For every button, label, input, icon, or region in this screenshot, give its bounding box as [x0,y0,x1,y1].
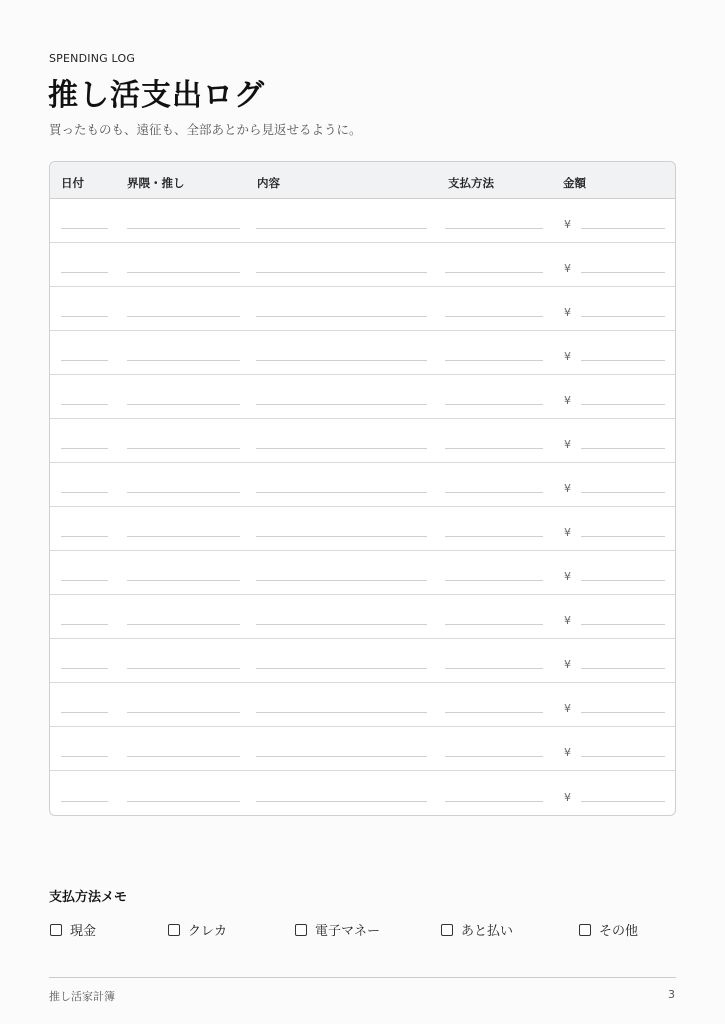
table-row [50,243,675,287]
yen-symbol: ¥ [564,350,571,363]
yen-symbol: ¥ [564,746,571,759]
amount-field[interactable] [581,801,665,802]
payment-memo-heading: 支払方法メモ [49,890,128,905]
amount-field[interactable] [581,580,665,581]
yen-symbol: ¥ [564,306,571,319]
date-field[interactable] [61,492,108,493]
payment-method-field[interactable] [445,668,543,669]
payment-method-field[interactable] [445,272,543,273]
yen-symbol: ¥ [564,438,571,451]
table-body [50,199,675,815]
payment-method-field[interactable] [445,404,543,405]
amount-field[interactable] [581,756,665,757]
option-pay-later[interactable] [441,920,513,939]
description-field[interactable] [256,756,427,757]
table-row [50,375,675,419]
date-field[interactable] [61,624,108,625]
genre-oshi-field[interactable] [127,624,240,625]
table-row [50,419,675,463]
checkbox-icon[interactable] [441,924,453,936]
genre-oshi-field[interactable] [127,272,240,273]
option-credit-card[interactable] [168,920,227,939]
genre-oshi-field[interactable] [127,360,240,361]
payment-method-field[interactable] [445,801,543,802]
genre-oshi-field[interactable] [127,801,240,802]
yen-symbol: ¥ [564,394,571,407]
date-field[interactable] [61,668,108,669]
yen-symbol: ¥ [564,702,571,715]
genre-oshi-field[interactable] [127,756,240,757]
option-label: あと払い [461,924,514,939]
option-label: 電子マネー [315,924,381,939]
yen-symbol: ¥ [564,658,571,671]
option-label: 現金 [70,924,97,939]
date-field[interactable] [61,712,108,713]
table-row [50,199,675,243]
column-header-payment-method: 支払方法 [448,176,494,190]
date-field[interactable] [61,360,108,361]
payment-method-field[interactable] [445,448,543,449]
table-row [50,683,675,727]
checkbox-icon[interactable] [295,924,307,936]
date-field[interactable] [61,448,108,449]
genre-oshi-field[interactable] [127,580,240,581]
genre-oshi-field[interactable] [127,404,240,405]
amount-field[interactable] [581,228,665,229]
yen-symbol: ¥ [564,482,571,495]
amount-field[interactable] [581,316,665,317]
table-row [50,595,675,639]
amount-field[interactable] [581,668,665,669]
payment-method-field[interactable] [445,316,543,317]
table-row [50,287,675,331]
yen-symbol: ¥ [564,791,571,804]
table-row [50,639,675,683]
description-field[interactable] [256,801,427,802]
payment-method-field[interactable] [445,360,543,361]
description-field[interactable] [256,668,427,669]
description-field[interactable] [256,712,427,713]
table-row [50,771,675,815]
checkbox-icon[interactable] [50,924,62,936]
checkbox-icon[interactable] [579,924,591,936]
description-field[interactable] [256,228,427,229]
table-row [50,463,675,507]
checkbox-icon[interactable] [168,924,180,936]
description-field[interactable] [256,448,427,449]
genre-oshi-field[interactable] [127,448,240,449]
yen-symbol: ¥ [564,570,571,583]
page-title: 推し活支出ログ [48,78,265,113]
table-row [50,727,675,771]
amount-field[interactable] [581,536,665,537]
payment-method-field[interactable] [445,492,543,493]
genre-oshi-field[interactable] [127,228,240,229]
column-header-date: 日付 [61,176,84,190]
date-field[interactable] [61,580,108,581]
footer-book-title: 推し活家計簿 [49,990,115,1003]
amount-field[interactable] [581,492,665,493]
payment-method-field[interactable] [445,712,543,713]
description-field[interactable] [256,624,427,625]
date-field[interactable] [61,404,108,405]
yen-symbol: ¥ [564,614,571,627]
genre-oshi-field[interactable] [127,316,240,317]
date-field[interactable] [61,272,108,273]
payment-method-field[interactable] [445,580,543,581]
table-row [50,331,675,375]
description-field[interactable] [256,316,427,317]
genre-oshi-field[interactable] [127,668,240,669]
amount-field[interactable] [581,624,665,625]
date-field[interactable] [61,756,108,757]
description-field[interactable] [256,492,427,493]
description-field[interactable] [256,536,427,537]
date-field[interactable] [61,316,108,317]
date-field[interactable] [61,536,108,537]
payment-method-field[interactable] [445,228,543,229]
amount-field[interactable] [581,272,665,273]
eyebrow-label: SPENDING LOG [49,52,136,65]
option-other[interactable] [579,920,638,939]
description-field[interactable] [256,404,427,405]
description-field[interactable] [256,360,427,361]
option-e-money[interactable] [295,920,380,939]
page-subtitle: 買ったものも、遠征も、全部あとから見返せるように。 [49,122,362,137]
table-row [50,551,675,595]
table-row [50,507,675,551]
description-field[interactable] [256,580,427,581]
amount-field[interactable] [581,712,665,713]
yen-symbol: ¥ [564,262,571,275]
column-header-amount: 金額 [563,176,586,190]
date-field[interactable] [61,228,108,229]
footer-page-number: 3 [668,988,675,1001]
payment-method-field[interactable] [445,536,543,537]
yen-symbol: ¥ [564,526,571,539]
option-label: その他 [599,924,639,939]
footer-divider [49,977,676,978]
column-header-description: 内容 [257,176,280,190]
genre-oshi-field[interactable] [127,536,240,537]
genre-oshi-field[interactable] [127,492,240,493]
amount-field[interactable] [581,448,665,449]
yen-symbol: ¥ [564,218,571,231]
column-header-genre-oshi: 界隈・推し [127,176,185,190]
spending-log-table [49,161,676,816]
date-field[interactable] [61,801,108,802]
table-header [50,162,675,199]
option-cash[interactable] [50,920,96,939]
genre-oshi-field[interactable] [127,712,240,713]
amount-field[interactable] [581,360,665,361]
description-field[interactable] [256,272,427,273]
amount-field[interactable] [581,404,665,405]
option-label: クレカ [188,924,228,939]
payment-method-field[interactable] [445,756,543,757]
payment-method-field[interactable] [445,624,543,625]
